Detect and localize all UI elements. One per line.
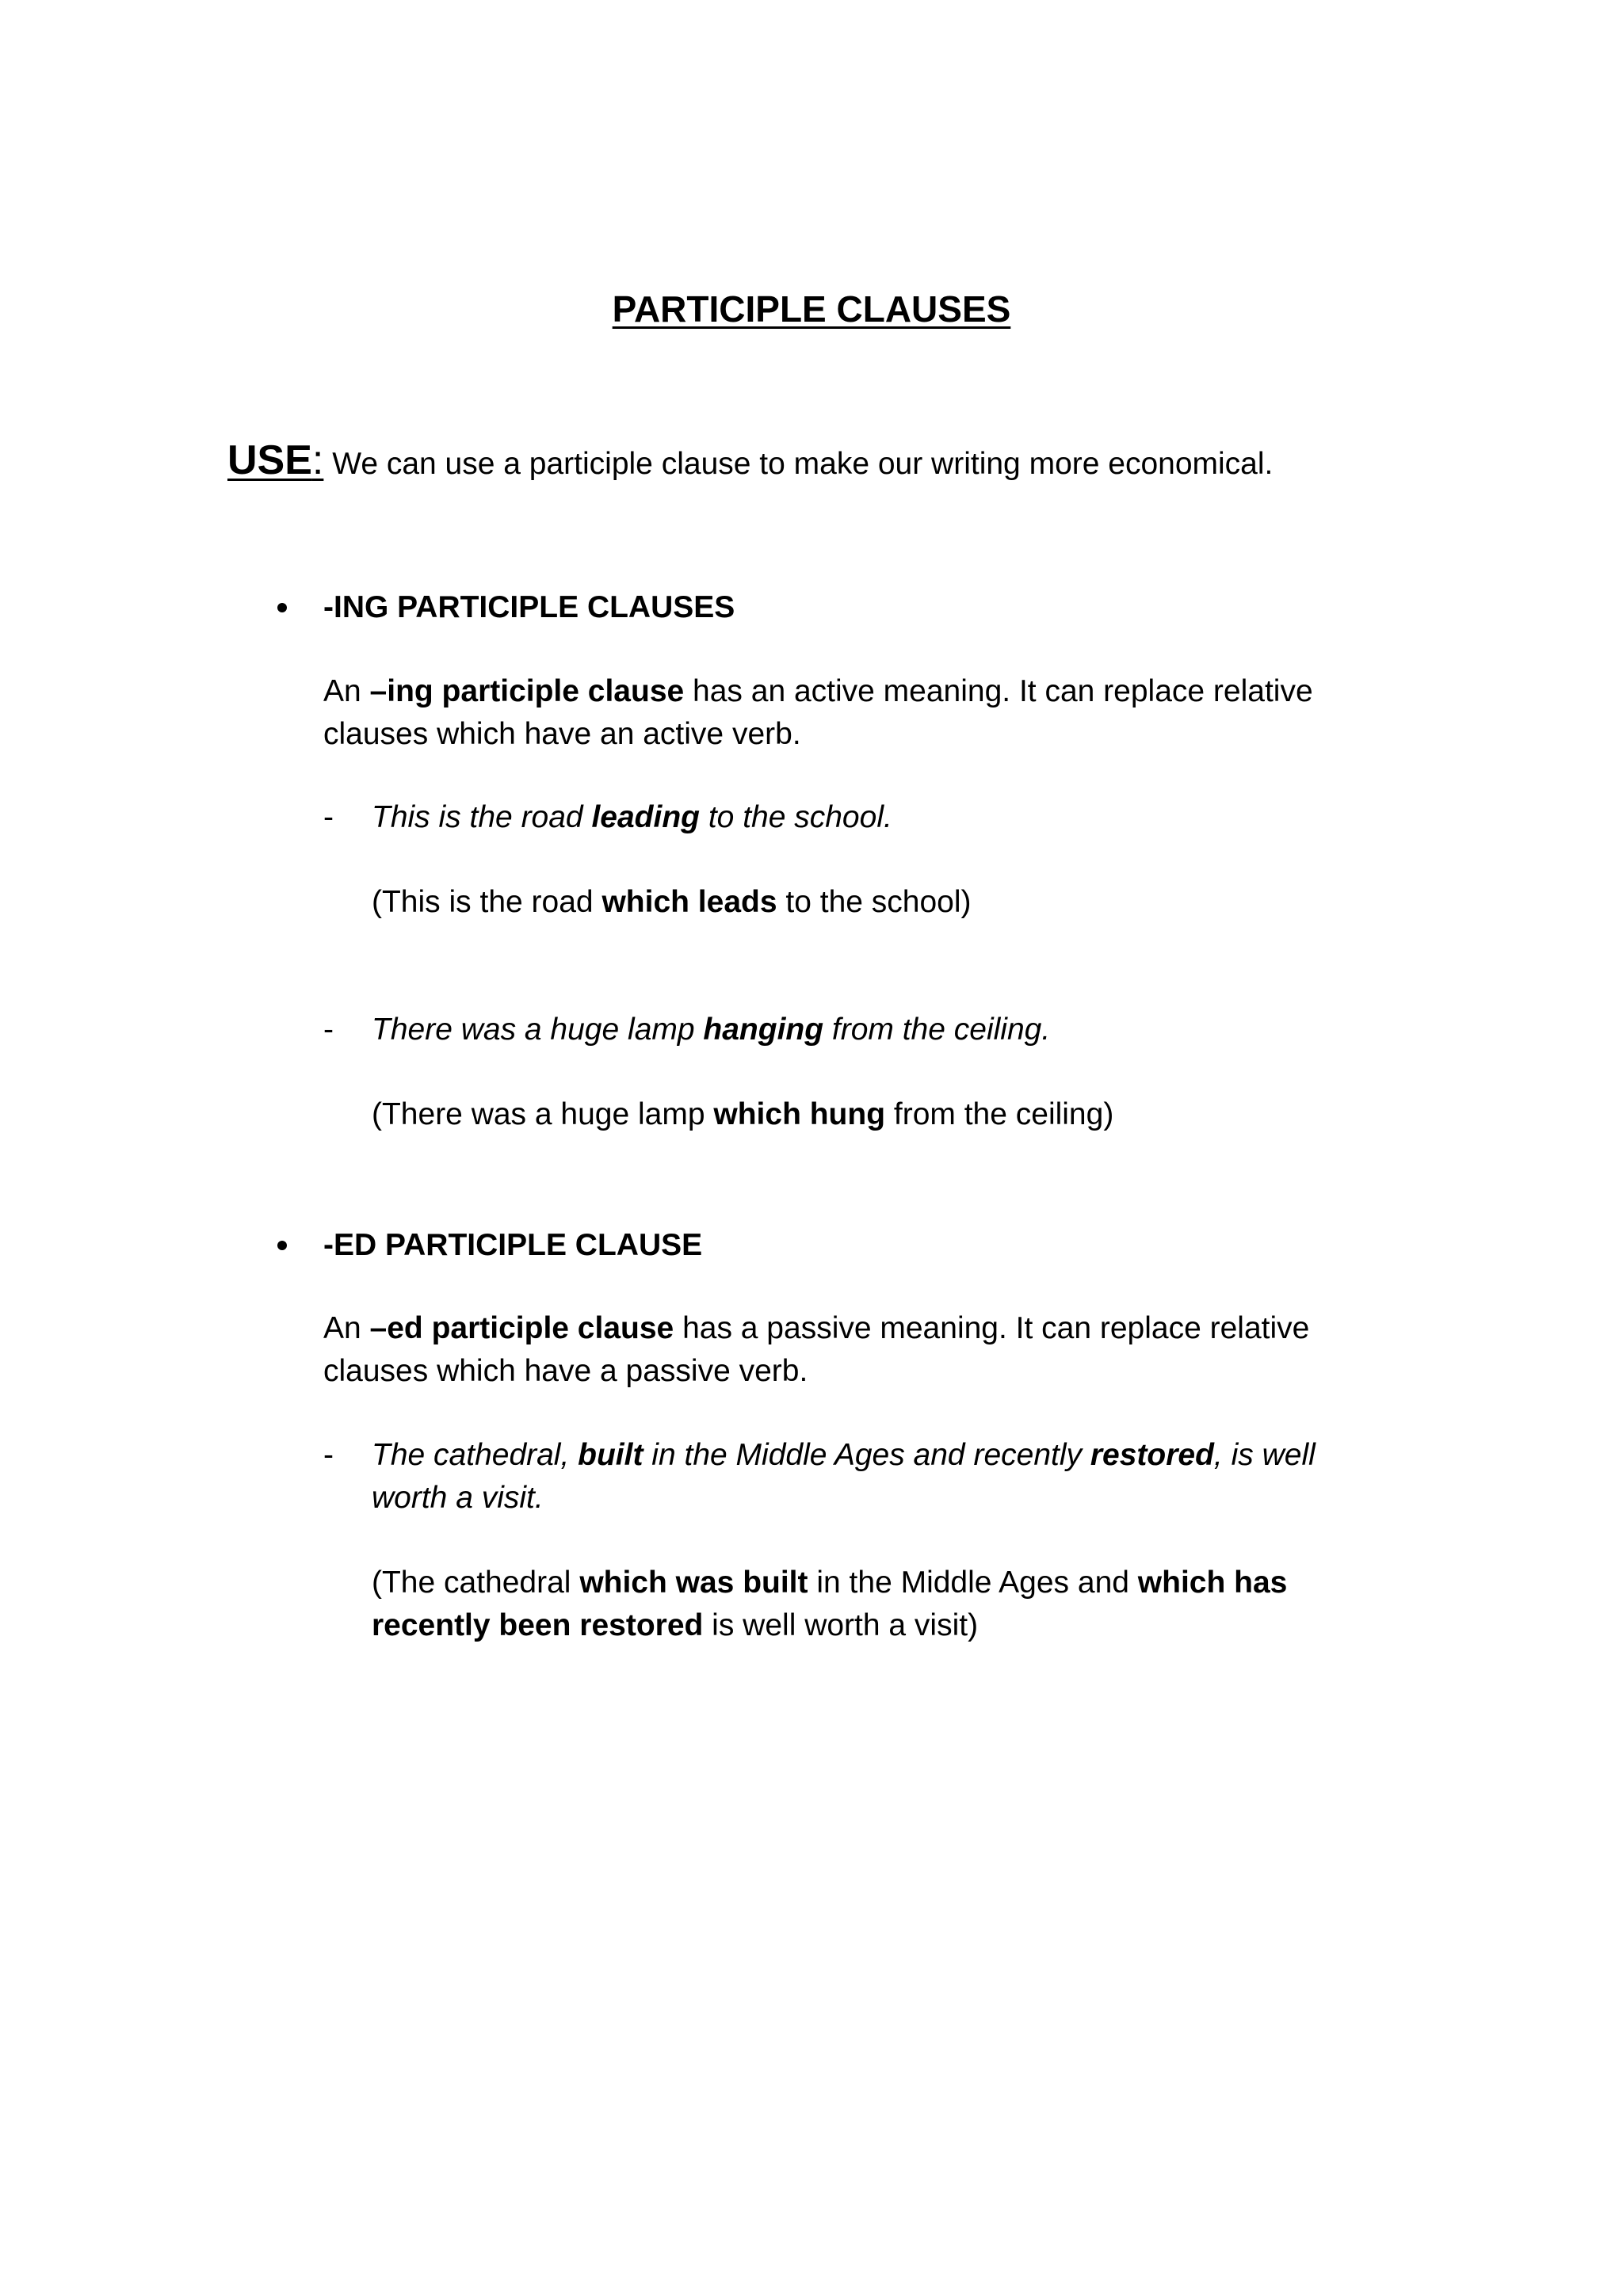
use-statement — [227, 439, 1273, 486]
section-heading-ed: -ED PARTICIPLE CLAUSE — [323, 1228, 703, 1262]
paraphrase-text: (There was a huge lamp — [372, 1097, 714, 1131]
example-bold: built — [578, 1438, 643, 1472]
paraphrase-text: from the ceiling) — [885, 1097, 1114, 1131]
paraphrase-text: is well worth a visit) — [703, 1608, 979, 1642]
paraphrase-bold: which leads — [601, 885, 777, 919]
paraphrase-text: in the Middle Ages and — [808, 1566, 1138, 1600]
paraphrase-sentence-line2 — [372, 1604, 978, 1647]
example-sentence — [372, 1434, 1316, 1477]
paraphrase-text: (This is the road — [372, 885, 602, 919]
example-text: from the ceiling. — [823, 1013, 1051, 1047]
use-text: We can use a participle clause to make our writing more economical. — [323, 447, 1274, 481]
paraphrase-sentence — [372, 881, 972, 924]
paraphrase-sentence — [372, 1562, 1287, 1604]
example-sentence-line2: worth a visit. — [372, 1481, 544, 1515]
use-label: USE — [227, 437, 312, 483]
paraphrase-bold: which has — [1137, 1566, 1288, 1600]
example-text: There was a huge lamp — [372, 1013, 704, 1047]
example-dash: - — [323, 1438, 334, 1472]
intro-text: An — [323, 1311, 370, 1345]
intro-bold: –ed participle clause — [369, 1311, 674, 1345]
section-heading-ing: -ING PARTICIPLE CLAUSES — [323, 590, 735, 624]
paraphrase-text: to the school) — [777, 885, 972, 919]
example-dash: - — [323, 1013, 334, 1047]
example-text: to the school. — [700, 800, 892, 834]
example-sentence — [372, 796, 892, 839]
intro-text: has an active meaning. It can replace relative — [684, 674, 1313, 708]
page-title: PARTICIPLE CLAUSES — [612, 288, 1011, 330]
section-intro-line2: clauses which have an active verb. — [323, 717, 801, 751]
intro-text: has a passive meaning. It can replace relative — [674, 1311, 1310, 1345]
paraphrase-text: (The cathedral — [372, 1566, 580, 1600]
use-colon: : — [311, 437, 324, 483]
intro-text: An — [323, 674, 370, 708]
bullet-icon — [277, 603, 287, 612]
example-bold: hanging — [703, 1013, 824, 1047]
bullet-icon — [277, 1241, 287, 1250]
example-sentence — [372, 1009, 1050, 1051]
section-intro-line2: clauses which have a passive verb. — [323, 1354, 808, 1388]
example-text: , is well — [1213, 1438, 1316, 1472]
section-intro-line1 — [323, 670, 1313, 713]
paraphrase-bold: recently been restored — [372, 1608, 704, 1642]
paraphrase-sentence — [372, 1093, 1113, 1136]
example-text: The cathedral, — [372, 1438, 579, 1472]
intro-bold: –ing participle clause — [369, 674, 685, 708]
section-intro-line1 — [323, 1307, 1309, 1350]
example-text: in the Middle Ages and recently — [643, 1438, 1090, 1472]
example-bold: leading — [591, 800, 700, 834]
example-bold: restored — [1090, 1438, 1214, 1472]
example-dash: - — [323, 800, 334, 834]
example-text: This is the road — [372, 800, 592, 834]
paraphrase-bold: which hung — [713, 1097, 886, 1131]
paraphrase-bold: which was built — [579, 1566, 808, 1600]
